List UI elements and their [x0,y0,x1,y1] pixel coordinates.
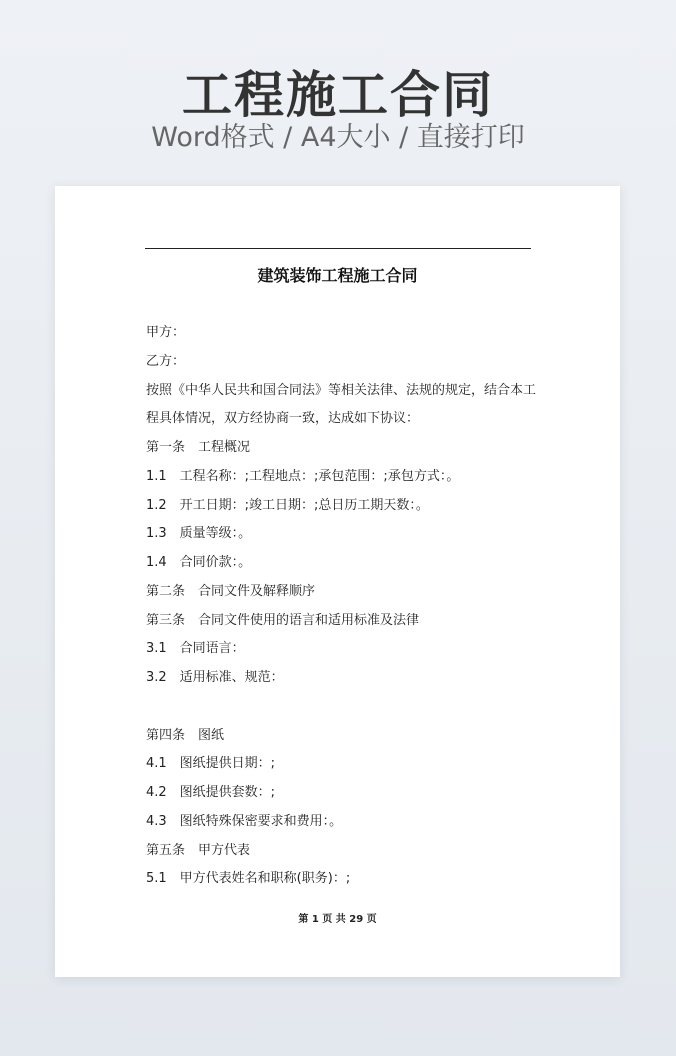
page-footer: 第 1 页 共 29 页 [298,914,377,925]
body-line: 1.2 开工日期：;竣工日期：;总日历工期天数：。 [146,497,429,513]
body-line: 1.4 合同价款：。 [146,555,252,570]
body-line: 按照《中华人民共和国合同法》等相关法律、法规的规定，结合本工 [146,382,537,398]
header-rule [145,248,531,249]
blank-line [146,693,536,722]
body-line: 3.2 适用标准、规范： [146,670,284,685]
body-line: 5.1 甲方代表姓名和职称(职务)：; [146,871,351,887]
body-line: 4.2 图纸提供套数：; [146,785,276,800]
document-title: 建筑装饰工程施工合同 [257,266,418,285]
body-line: 1.3 质量等级：。 [146,526,252,542]
section-heading: 第三条 合同文件使用的语言和适用标准及法律 [146,612,420,628]
hero-title: 工程施工合同 [182,66,494,124]
body-line: 3.1 合同语言： [146,641,245,657]
body-line: 甲方： [146,325,186,340]
section-heading: 第二条 合同文件及解释顺序 [146,583,316,599]
hero-subtitle: Word格式 / A4大小 / 直接打印 [151,122,525,153]
document-page [55,186,620,977]
body-line: 4.1 图纸提供日期：; [146,756,276,772]
section-heading: 第四条 图纸 [146,727,225,743]
body-line: 程具体情况，双方经协商一致，达成如下协议： [146,411,420,427]
document-body [146,319,536,894]
body-line: 乙方： [146,353,186,369]
section-heading: 第一条 工程概况 [146,440,251,455]
body-line: 4.3 图纸特殊保密要求和费用：。 [146,813,343,829]
section-heading: 第五条 甲方代表 [146,842,251,858]
body-line: 1.1 工程名称：;工程地点：;承包范围：;承包方式：。 [146,468,460,484]
